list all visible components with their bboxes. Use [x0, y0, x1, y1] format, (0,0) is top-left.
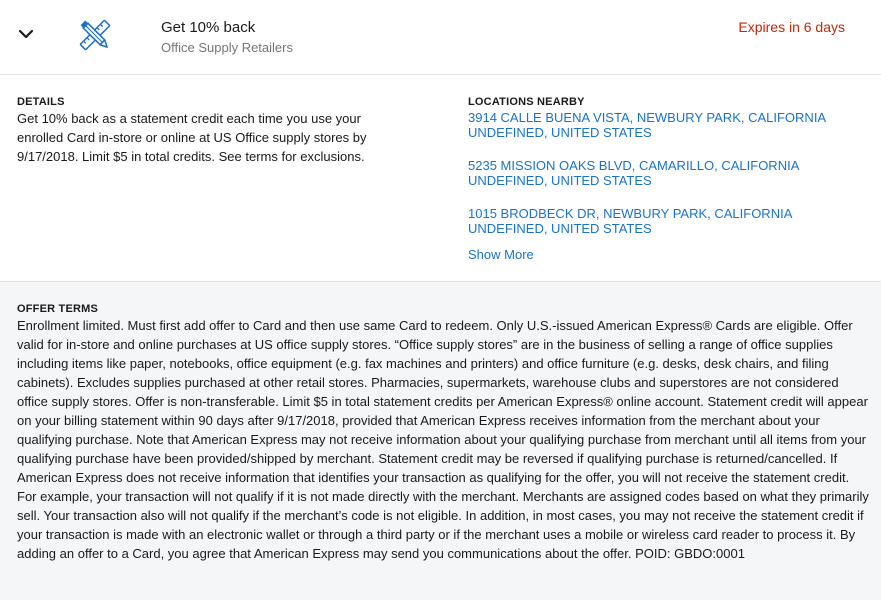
terms-heading: OFFER TERMS: [17, 303, 99, 315]
location-region-line: UNDEFINED, UNITED STATES: [468, 221, 652, 236]
offer-terms-section: [0, 282, 881, 600]
locations-column: [468, 96, 868, 262]
details-column: [17, 96, 407, 166]
location-link[interactable]: [468, 206, 868, 236]
terms-text: Enrollment limited. Must first add offer to Card and then use same Card to redeem. Only U.S.-issued American Express® Cards are eligible. Offer valid for in-store and online purchases at US office supply stores. “Office supply stores” are in the business of selling a range of office supplies including items like paper, notebooks, office equipment (e.g. fax machines and printers) and office furniture (e.g. desks, desk chairs, and filing cabinets). Excludes supplies purchased at other retail stores. Pharmacies, supermarkets, warehouse clubs and superstores are not considered office supply stores. Offer is non-transferable. Limit $5 in total statement credits per American Express® online account. Statement credit will appear on your billing statement within 90 days after 9/17/2018, provided that American Express receives information from the merchant about your qualifying purchase. Note that American Express may not receive information about your qualifying purchase from merchant until all items from your qualifying purchase have been provided/shipped by merchant. Statement credit may be reversed if qualifying purchase is returned/cancelled. If American Express does not receive information that identifies your transaction as qualifying for the offer, you will not receive the statement credit. For example, your transaction will not qualify if it is not made directly with the merchant. Merchants are assigned codes based on what they primarily sell. Your transaction also will not qualify if the merchant’s code is not eligible. In addition, in most cases, you may not receive the statement credit if your transaction is made with an electronic wallet or through a third party or if the merchant uses a mobile or wireless card reader to process it. By adding an offer to a Card, you agree that American Express may send you communications about the offer. POID: GBDO:0001: [17, 318, 869, 561]
offer-details-section: [0, 75, 881, 282]
pencil-ruler-icon: [76, 16, 114, 54]
expiration-notice: Expires in 6 days: [738, 19, 845, 35]
details-text: Get 10% back as a statement credit each time you use your enrolled Card in-store or online at US Office supply stores by 9/17/2018. Limit $5 in total credits. See terms for exclusions.: [17, 111, 367, 164]
show-more-link[interactable]: Show More: [468, 247, 534, 262]
chevron-down-icon[interactable]: [14, 22, 38, 46]
location-address-line: 1015 BRODBECK DR, NEWBURY PARK, CALIFORNIA: [468, 206, 793, 221]
offer-title: Get 10% back: [161, 19, 256, 36]
location-region-line: UNDEFINED, UNITED STATES: [468, 125, 652, 140]
offer-header[interactable]: [0, 0, 881, 75]
location-address-line: 3914 CALLE BUENA VISTA, NEWBURY PARK, CALIFORNIA: [468, 110, 827, 125]
locations-heading: LOCATIONS NEARBY: [468, 96, 585, 108]
offer-merchant-category: Office Supply Retailers: [161, 40, 293, 55]
terms-content: [17, 303, 869, 563]
location-address-line: 5235 MISSION OAKS BLVD, CAMARILLO, CALIFORNIA: [468, 158, 800, 173]
location-region-line: UNDEFINED, UNITED STATES: [468, 173, 652, 188]
location-link[interactable]: [468, 110, 868, 140]
location-link[interactable]: [468, 158, 868, 188]
details-heading: DETAILS: [17, 96, 65, 108]
